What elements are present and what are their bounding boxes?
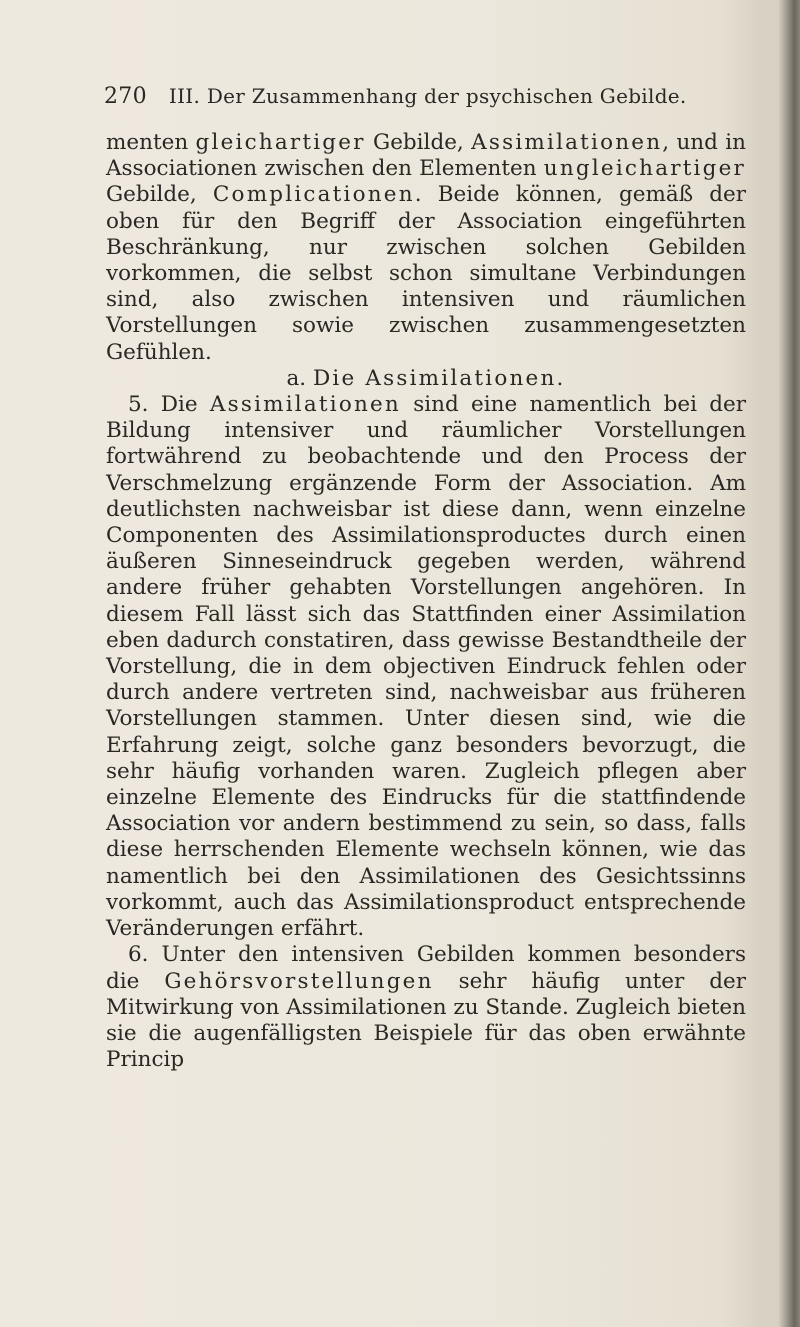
text-run: sehr häufig unter der Mitwirkung von Assimilationen zu Stande. Zugleich bieten sie die augenfälligsten Beispiele für das oben erwähnte Princip (106, 968, 747, 1073)
emphasis-spaced: gleichartiger (195, 130, 366, 155)
text-run: 5. Die (128, 392, 210, 418)
page-edge-shadow (778, 0, 800, 1327)
running-head-title: III. Der Zusammenhang der psychischen Gebilde. (168, 84, 687, 108)
running-head (104, 84, 694, 114)
paragraph-3 (106, 942, 746, 1073)
text-run: , und in Associationen zwischen den Elementen (106, 130, 747, 182)
emphasis-spaced: ungleichartiger (543, 156, 746, 182)
text-run: sind eine namentlich bei der Bildung intensiver und räumlicher Vorstellungen fortwährend zu beobachtende und den Process der Verschmelzung ergänzende Form der Association. Am deutlichsten nachweisbar ist diese dann, wenn einzelne Componenten des Assimilationsproductes durch einen äußeren Sinneseindruck gegeben werden, während andere früher gehabten Vorstellungen angehören. In diesem Fall lässt sich das Stattfinden einer Assimilation eben dadurch constatiren, dass gewisse Bestandtheile der Vorstellung, die in dem objectiven Eindruck fehlen oder durch andere vertreten sind, nachweisbar aus früheren Vorstellungen stammen. Unter diesen sind, wie die Erfahrung zeigt, solche ganz besonders bevorzugt, die sehr häufig vorhanden waren. Zugleich pflegen aber einzelne Elemente des Eindrucks für die stattfindende Association vor andern bestimmend zu sein, so dass, falls diese herrschenden Elemente wechseln können, wie das namentlich bei den Assimilationen des Gesichtssinns vorkommt, auch das Assimilationsproduct entsprechende Veränderungen erfährt. (106, 392, 746, 942)
emphasis-spaced: Assimilationen (471, 130, 663, 155)
text-run: menten (106, 130, 196, 155)
emphasis-spaced: Gehörsvorstellungen (164, 968, 434, 994)
heading-title: Die Assimilationen. (312, 365, 566, 391)
text-run: Gebilde, (106, 182, 213, 208)
emphasis-spaced: Complicationen (212, 182, 415, 208)
text-run: Gebilde, (365, 130, 472, 155)
heading-prefix: a. (286, 365, 313, 391)
page-body (106, 130, 746, 1073)
paragraph-2 (106, 392, 746, 942)
section-heading (106, 366, 746, 392)
text-run: . Beide können, gemäß der oben für den Begriff der Association eingeführten Beschränkung, nur zwischen solchen Gebilden vorkommen, die selbst schon simultane Verbindungen sind, also zwischen intensiven und räumlichen Vorstellungen sowie zwischen zusammengesetzten Gefühlen. (106, 182, 746, 365)
page-number: 270 (104, 84, 147, 109)
paragraph-1 (106, 130, 746, 366)
emphasis-spaced: Assimilationen (209, 392, 401, 418)
text-run: 6. Unter den intensiven Gebilden kommen besonders die (106, 942, 746, 994)
